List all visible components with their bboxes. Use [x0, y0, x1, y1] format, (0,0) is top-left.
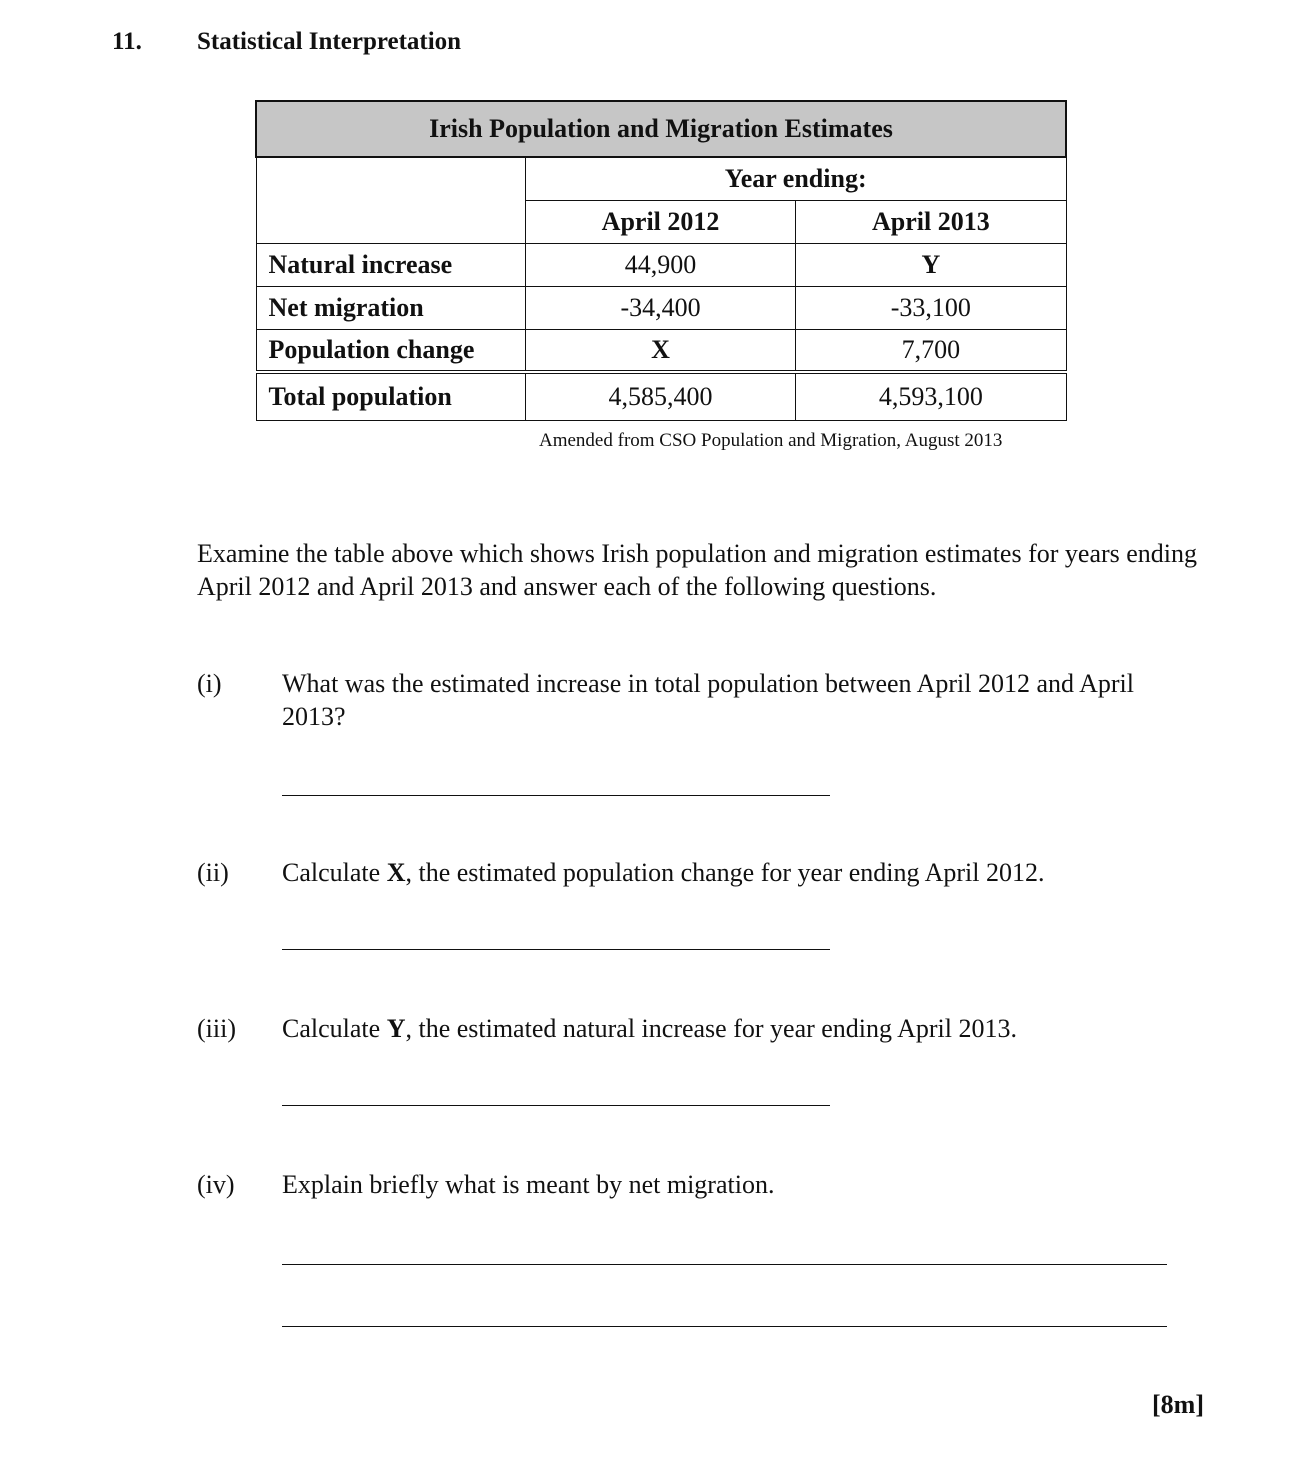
marks-label: [8m]	[1152, 1390, 1204, 1419]
table-row	[256, 329, 1066, 372]
part-number: (i)	[197, 669, 222, 698]
cell-value: 4,593,100	[796, 372, 1066, 420]
year-ending-header: Year ending:	[525, 157, 1066, 200]
table-source: Amended from CSO Population and Migration, August 2013	[539, 430, 1003, 451]
variable-x: X	[386, 858, 406, 887]
part-text	[282, 1012, 1182, 1045]
part-text-pre: Calculate	[282, 858, 387, 887]
part-text	[282, 856, 1182, 889]
part-text-post: , the estimated population change for year ending April 2012.	[405, 858, 1045, 887]
intro-text: Examine the table above which shows Irish population and migration estimates for years ending April 2012 and April 2013 and answer each of the following questions.	[197, 539, 1198, 601]
cell-value: -33,100	[796, 286, 1066, 329]
answer-line[interactable]	[282, 1105, 830, 1106]
question-title: Statistical Interpretation	[197, 28, 462, 55]
cell-value-x: X	[525, 329, 795, 372]
column-header-2013: April 2013	[796, 200, 1066, 243]
empty-header-cell	[256, 157, 525, 243]
cell-value: 4,585,400	[525, 372, 795, 420]
table-row-total	[256, 372, 1066, 420]
part-number: (ii)	[197, 858, 229, 887]
cell-value: 44,900	[525, 243, 795, 286]
row-label: Net migration	[256, 286, 525, 329]
row-label: Natural increase	[256, 243, 525, 286]
part-text: Explain briefly what is meant by net migration.	[282, 1170, 775, 1199]
part-text-pre: Calculate	[282, 1014, 387, 1043]
table-row	[256, 286, 1066, 329]
column-header-2012: April 2012	[525, 200, 795, 243]
question-number: 11.	[112, 28, 142, 55]
part-text: What was the estimated increase in total population between April 2012 and April 2013?	[282, 669, 1134, 731]
answer-line[interactable]	[282, 1264, 1167, 1265]
table-title: Irish Population and Migration Estimates	[256, 101, 1066, 157]
part-text-post: , the estimated natural increase for year ending April 2013.	[405, 1014, 1017, 1043]
cell-value: 7,700	[796, 329, 1066, 372]
part-number: (iv)	[197, 1170, 235, 1199]
answer-line[interactable]	[282, 1326, 1167, 1327]
cell-value-y: Y	[796, 243, 1066, 286]
answer-line[interactable]	[282, 949, 830, 950]
variable-y: Y	[386, 1014, 406, 1043]
part-number: (iii)	[197, 1014, 236, 1043]
population-table	[255, 100, 1067, 421]
row-label: Population change	[256, 329, 525, 372]
answer-line[interactable]	[282, 795, 830, 796]
table-row	[256, 243, 1066, 286]
row-label: Total population	[256, 372, 525, 420]
cell-value: -34,400	[525, 286, 795, 329]
